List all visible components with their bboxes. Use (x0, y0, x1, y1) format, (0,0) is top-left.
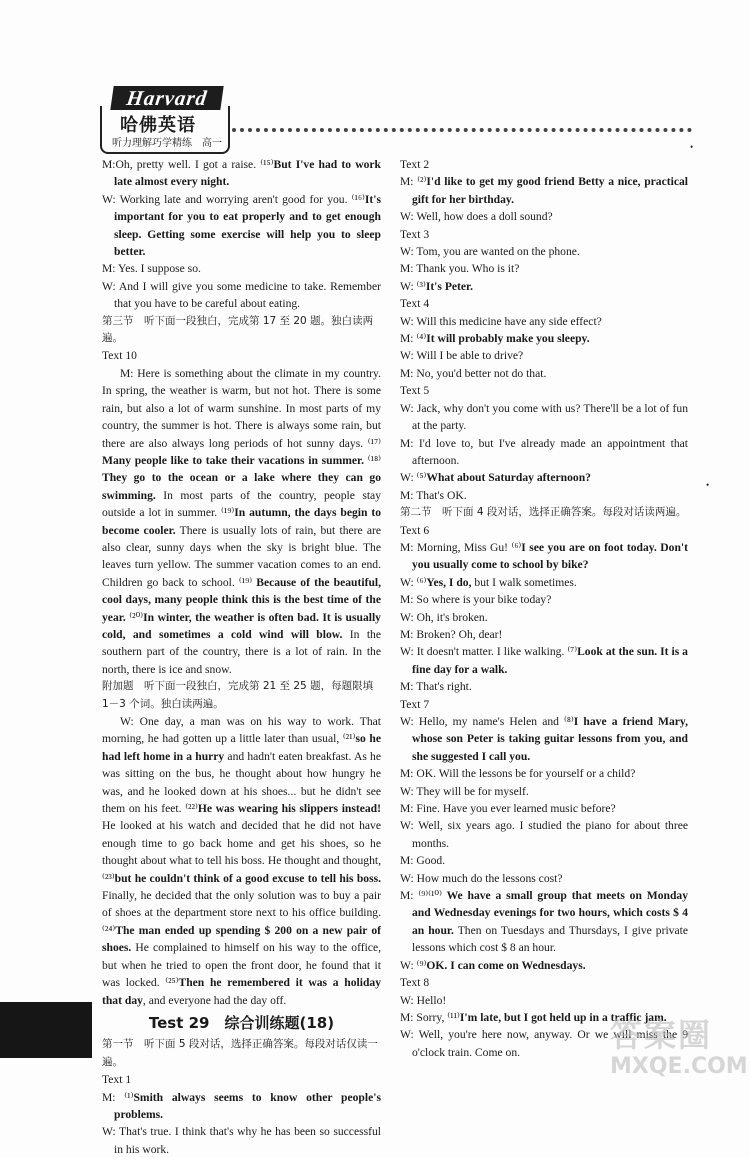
answer-text: What about Saturday afternoon? (426, 471, 591, 485)
answer-text: It's Peter. (425, 279, 474, 293)
answer-text: Many people like to take their vacations in summer. (102, 453, 365, 467)
transcript-line (400, 295, 688, 312)
text-run: ⁽⁶⁾ (416, 575, 427, 589)
text-run: Text 2 (400, 158, 430, 171)
logo-chinese: 哈佛英语 (120, 115, 196, 136)
text-run: ⁽⁹⁾ (416, 958, 427, 972)
text-run: ⁽³⁾ (416, 279, 426, 293)
text-run: ⁽²²⁾ (185, 802, 198, 816)
transcript-line (400, 487, 688, 504)
answer-text: I'm late, but I got held up in a traffic jam. (459, 1010, 667, 1024)
text-run: M: Morning, Miss Gu! (400, 540, 512, 554)
text-run: W: (400, 279, 417, 293)
text-run: ⁽⁸⁾ (564, 715, 574, 728)
transcript-line (400, 313, 688, 330)
answer-text: Yes, I do, (426, 575, 472, 589)
text-run: M: Yes. I suppose so. (102, 262, 201, 276)
text-run: W: How much do the lessons cost? (400, 871, 563, 885)
text-run: W: Oh, it's broken. (400, 610, 488, 624)
text-run: W: One day, a man was on his way to work. That morning, he had gotten up a little later than usual, (102, 715, 381, 746)
right-column (400, 156, 688, 1061)
text-run: ⁽⁴⁾ (416, 332, 427, 346)
text-run: 附加题 听下面一段独白，完成第 21 至 25 题，每题限填 1－3 个词。独白读两遍。 (102, 680, 374, 710)
text-run: ⁽²⁰⁾ (129, 610, 144, 624)
transcript-line (400, 974, 688, 991)
transcript-line (400, 173, 688, 208)
transcript-line (400, 765, 688, 782)
answer-text: It will probably make you sleepy. (426, 332, 590, 346)
text-run: ⁽¹⁷⁾ (367, 436, 381, 450)
text-run: ⁽²⁾ (417, 175, 427, 189)
text-run: He looked at his watch and decided that he did not have enough time to go back home and get his shoes, so he thought about what to tell his boss. He thought and thought, (102, 819, 381, 868)
text-run: 第一节 听下面 5 段对话，选择正确答案。每段对话仅读一遍。 (102, 1038, 378, 1068)
text-run: W: It doesn't matter. I like walking. (400, 645, 568, 659)
text-run: W: (400, 575, 417, 589)
section-instruction (102, 1036, 381, 1071)
text-run: W: Hello! (400, 993, 447, 1007)
text-run: M: That's OK. (400, 488, 467, 502)
text-run: In most parts of the country, people stay outside a lot in summer. (102, 488, 381, 520)
transcript-line (400, 208, 688, 225)
text-run: ⁽²³⁾ (102, 871, 115, 885)
transcript-line (400, 626, 688, 643)
text-run: 第二节 听下面 4 段对话，选择正确答案。每段对话读两遍。 (400, 506, 687, 519)
text-run: ⁽¹⁹⁾ (238, 575, 253, 589)
text-run: ⁽¹⁾ (124, 1090, 134, 1104)
transcript-line (400, 469, 688, 486)
text-run: M: So where is your bike today? (400, 593, 552, 607)
text-run: but I walk sometimes. (471, 575, 577, 589)
text-run: ⁽²⁴⁾ (102, 923, 116, 937)
watermark (610, 1010, 748, 1096)
text-run: Text 8 (400, 976, 430, 990)
transcript-line (400, 522, 688, 539)
transcript-line (400, 887, 688, 957)
decorative-dot: • (690, 142, 694, 152)
text-run: W: (400, 958, 417, 972)
transcript-line (400, 382, 688, 399)
text-run: ⁽⁶⁾ (511, 540, 522, 554)
text-run: ⁽²⁵⁾ (165, 976, 179, 990)
left-column (102, 156, 381, 1158)
text-run: ⁽¹⁶⁾ (351, 192, 365, 206)
text-run: M: (400, 332, 417, 346)
text-run: 第三节 听下面一段独白，完成第 17 至 20 题。独白读两遍。 (102, 314, 374, 345)
transcript-line (400, 800, 688, 817)
transcript-line (400, 609, 688, 626)
answer-text: It's important for you to eat properly and to get enough sleep. Getting some exercise will help you to sleep better. (114, 192, 381, 259)
transcript-line (400, 226, 688, 243)
transcript-line (400, 435, 688, 470)
section-instruction (102, 678, 381, 713)
text-run: ⁽¹⁵⁾ (260, 158, 274, 171)
text-run: Text 5 (400, 384, 430, 398)
answer-text: But I've had to work late almost every night. (114, 158, 381, 189)
watermark-logo: 答案圈 (610, 1016, 713, 1054)
text-run: Text 3 (400, 227, 430, 241)
answer-text: Test 29 综合训练题(18) (148, 1013, 335, 1032)
text-run: He complained to himself on his way to the office, but when he tried to open the front door, he found that it was locked. (102, 941, 381, 990)
transcript-line (400, 574, 688, 591)
text-run: W: Well, six years ago. I studied the piano for about three months. (400, 819, 688, 850)
answer-text: I have a friend Mary, whose son Peter is taking guitar lessons from you, and she suggested I call you. (412, 715, 688, 763)
transcript-line (102, 156, 381, 191)
transcript-line (400, 643, 688, 678)
text-run: W: They will be for myself. (400, 784, 529, 798)
text-run: Text 4 (400, 297, 430, 311)
text-run: W: That's true. I think that's why he has been so successful in his work. (102, 1125, 381, 1156)
text-run: W: Well, how does a doll sound? (400, 210, 553, 224)
text-run: W: Will this medicine have any side effect? (400, 314, 602, 328)
text-run: M: No, you'd better not do that. (400, 366, 547, 380)
text-run: W: Jack, why don't you come with us? There'll be a lot of fun at the party. (400, 401, 688, 433)
text-run: Text 10 (102, 349, 137, 363)
section-instruction (400, 504, 688, 521)
watermark-url: MXQE.COM (610, 1054, 748, 1079)
section-instruction (102, 313, 381, 348)
transcript-line (102, 1089, 381, 1124)
text-run: W: Tom, you are wanted on the phone. (400, 245, 580, 259)
text-run: Text 7 (400, 697, 430, 711)
transcript-line (102, 1123, 381, 1158)
transcript-line (400, 539, 688, 574)
text-run: W: (400, 471, 417, 485)
answer-text: In autumn, the days begin to become cooler. (102, 506, 381, 537)
header-dotted-rule (232, 128, 692, 132)
text-run: M: Fine. Have you ever learned music before? (400, 802, 616, 816)
text-run: Text 6 (400, 523, 430, 537)
text-run: ⁽¹¹⁾ (447, 1010, 460, 1024)
text-run: M: (102, 1090, 125, 1104)
answer-text: We have a small group that meets on Monday and Wednesday evenings for two hours, which costs $ 4 an hour. (412, 889, 688, 937)
answer-text: OK. I can come on Wednesdays. (426, 958, 586, 972)
text-run: M: (400, 889, 419, 903)
text-run: ⁽⁹⁾⁽¹⁰⁾ (418, 889, 442, 903)
text-run: There is usually lots of rain, but there are also clear, sunny days when the sky is bright blue. The leaves turn yellow. The summer vacation comes to an end. Children go back to school. (102, 523, 381, 589)
answer-text: so he had left home in a hurry (102, 732, 381, 763)
text-run: In the southern part of the country, there is a lot of rain. In the north, there is ice and snow. (102, 627, 381, 676)
transcript-line (102, 260, 381, 277)
transcript-line (400, 260, 688, 277)
transcript-line (400, 243, 688, 260)
text-run: M: Broken? Oh, dear! (400, 627, 503, 641)
text-run: and hadn't eaten breakfast. As he was sitting on the bus, he thought about how hungry he was, and he looked down at his shoes... but he didn't see them on his feet. (102, 749, 381, 816)
answer-text: They go to the ocean or a lake where they can go swimming. (102, 471, 381, 502)
transcript-line (400, 330, 688, 347)
text-run: ⁽⁵⁾ (416, 471, 427, 485)
page-header (92, 86, 692, 156)
text-run: W: Will I be able to drive? (400, 349, 524, 363)
transcript-line (400, 278, 688, 295)
transcript-line (400, 400, 688, 435)
harvard-logo: Harvard (110, 86, 223, 110)
transcript-line (400, 852, 688, 869)
text-run: W: Hello, my name's Helen and (400, 715, 565, 728)
transcript-line (102, 278, 381, 313)
page-corner-block (0, 1002, 92, 1058)
transcript-line (102, 365, 381, 678)
transcript-line (102, 1071, 381, 1088)
text-run: M: OK. Will the lessons be for yourself or a child? (400, 767, 636, 781)
text-run: M:Oh, pretty well. I got a raise. (102, 158, 261, 171)
text-run: Finally, he decided that the only solution was to buy a pair of shoes at the department store next to his office building. (102, 889, 381, 920)
answer-text: In winter, the weather is often bad. It is usually cold, and sometimes a cold wind will blow. (102, 610, 381, 641)
text-run: W: Working late and worrying aren't good for you. (102, 192, 352, 206)
text-run: M: Here is something about the climate in my country. In spring, the weather is warm, but not hot. There is some rain, but also a lot of warm sunshine. In most parts of my country, the summer is hot. There is always some rain, but there are also always long periods of hot sunny days. (102, 366, 381, 450)
answer-text: Look at the sun. It is a fine day for a walk. (412, 645, 688, 676)
text-run: ⁽⁷⁾ (567, 645, 578, 659)
answer-text: Because of the beautiful, cool days, many people think this is the best time of the year. (102, 575, 382, 624)
text-run: Then on Tuesdays and Thursdays, I give private lessons which cost $ 8 an hour. (412, 923, 688, 955)
transcript-line (400, 870, 688, 887)
text-run: M: That's right. (400, 680, 472, 694)
transcript-line (400, 156, 688, 173)
answer-text: but he couldn't think of a good excuse to tell his boss. (114, 871, 381, 885)
text-run: M: (400, 175, 418, 189)
transcript-line (102, 713, 381, 1009)
decorative-dot: • (706, 480, 710, 490)
answer-text: I'd like to get my good friend Betty a nice, practical gift for her birthday. (412, 175, 688, 206)
transcript-line (400, 992, 688, 1009)
transcript-line (400, 591, 688, 608)
text-run: Text 1 (102, 1073, 132, 1087)
book-subtitle: 听力理解巧学精练 高一 (112, 138, 222, 149)
transcript-line (400, 696, 688, 713)
text-run: ⁽²¹⁾ (342, 732, 356, 746)
test-heading (102, 1015, 381, 1032)
text-run: W: Well, you're here now, anyway. Or we will miss the 9 o'clock train. Come on. (400, 1028, 688, 1059)
transcript-line (102, 347, 381, 364)
transcript-line (400, 783, 688, 800)
transcript-line (400, 365, 688, 382)
transcript-line (400, 678, 688, 695)
text-run: M: Thank you. Who is it? (400, 262, 520, 276)
answer-text: Smith always seems to know other people's problems. (114, 1090, 381, 1121)
transcript-line (400, 957, 688, 974)
answer-text: He was wearing his slippers instead! (197, 802, 381, 816)
text-run: W: And I will give you some medicine to take. Remember that you have to be careful about eating. (102, 279, 381, 311)
transcript-line (400, 347, 688, 364)
text-run: M: I'd love to, but I've already made an appointment that afternoon. (400, 436, 688, 467)
transcript-line (400, 817, 688, 852)
text-run: M: Good. (400, 854, 446, 868)
text-run: , and everyone had the day off. (142, 993, 287, 1007)
transcript-line (400, 713, 688, 765)
text-run: ⁽¹⁹⁾ (221, 506, 235, 520)
text-run: ⁽¹⁸⁾ (364, 453, 381, 467)
transcript-line (102, 191, 381, 261)
answer-text: Then he remembered it was a holiday that day (102, 976, 382, 1007)
answer-text: The man ended up spending $ 200 on a new pair of shoes. (102, 923, 381, 955)
text-run: M: Sorry, (400, 1010, 448, 1024)
answer-text: I see you are on foot today. Don't you usually come to school by bike? (412, 540, 688, 572)
